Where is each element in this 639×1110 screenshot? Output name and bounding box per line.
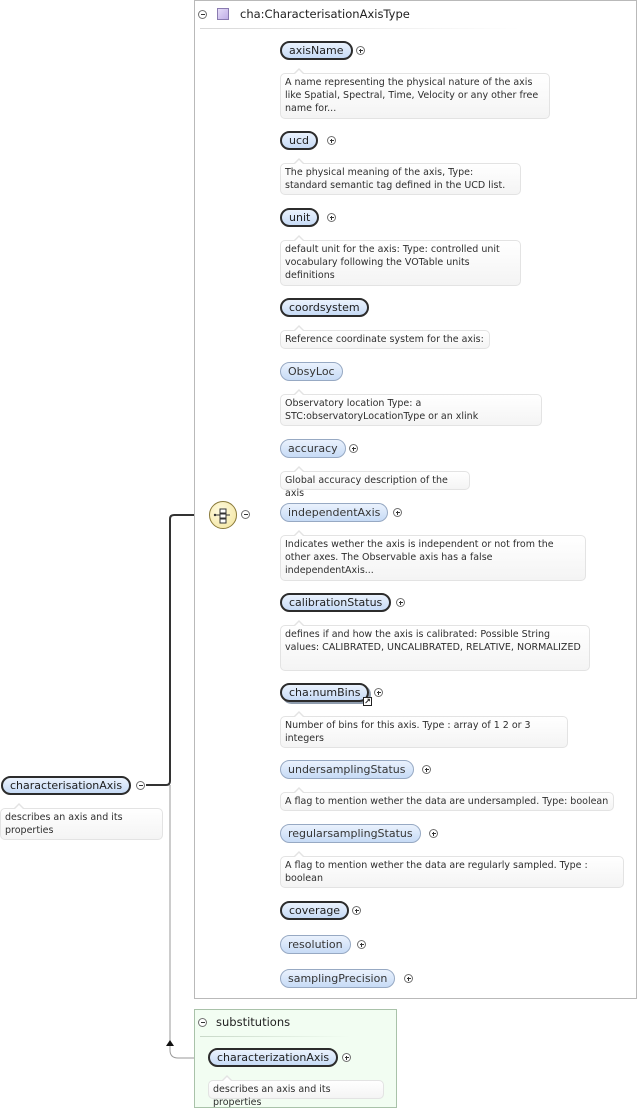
- element-accuracy[interactable]: accuracy: [280, 439, 346, 458]
- element-axisName[interactable]: axisName: [280, 41, 353, 60]
- doc-numBins: Number of bins for this axis. Type : array of 1 2 or 3 integers: [280, 716, 568, 748]
- element-coordsystem[interactable]: coordsystem: [280, 298, 369, 317]
- doc-ucd: The physical meaning of the axis, Type: standard semantic tag defined in the UCD list.: [280, 163, 521, 195]
- expand-icon[interactable]: [342, 1053, 351, 1062]
- substitutions-title: substitutions: [216, 1015, 291, 1029]
- substitutions-divider: [200, 1036, 350, 1037]
- expand-icon[interactable]: [393, 508, 402, 517]
- sequence-compositor-icon[interactable]: [209, 501, 237, 529]
- element-samplingPrecision[interactable]: samplingPrecision: [280, 969, 395, 988]
- element-unit[interactable]: unit: [280, 208, 319, 227]
- doc-unit: default unit for the axis: Type: controlled unit vocabulary following the VOTable units definitions: [280, 240, 521, 286]
- expand-icon[interactable]: [356, 46, 365, 55]
- expand-icon[interactable]: [396, 598, 405, 607]
- element-resolution[interactable]: resolution: [280, 935, 351, 954]
- element-ObsyLoc[interactable]: ObsyLoc: [280, 362, 343, 381]
- doc-calibrationStatus: defines if and how the axis is calibrated: Possible String values: CALIBRATED, UNCALIBRATED, RELATIVE, NORMALIZED: [280, 625, 590, 671]
- collapse-icon[interactable]: [198, 1018, 207, 1027]
- root-element[interactable]: [1, 776, 131, 795]
- expand-icon[interactable]: [352, 906, 361, 915]
- doc-regularsamplingStatus: A flag to mention wether the data are regularly sampled. Type : boolean: [280, 856, 624, 888]
- doc-characterizationAxis: describes an axis and its properties: [208, 1080, 384, 1099]
- complex-type-box: [194, 0, 637, 999]
- element-characterizationAxis[interactable]: characterizationAxis: [208, 1048, 338, 1067]
- expand-icon[interactable]: [404, 974, 413, 983]
- expand-icon[interactable]: [422, 765, 431, 774]
- reference-arrow-icon: ↗: [364, 697, 371, 706]
- doc-independentAxis: Indicates wether the axis is independent or not from the other axes. The Observable axis has a false independentAxis...: [280, 535, 586, 581]
- expand-icon[interactable]: [327, 213, 336, 222]
- complex-type-icon: [217, 8, 229, 20]
- expand-icon[interactable]: [327, 136, 336, 145]
- element-label: characterisationAxis: [10, 779, 123, 792]
- doc-axisName: A name representing the physical nature of the axis like Spatial, Spectral, Time, Velocity or any other free name for...: [280, 73, 550, 119]
- element-calibrationStatus[interactable]: calibrationStatus: [280, 593, 391, 612]
- expand-icon[interactable]: [357, 940, 366, 949]
- doc-accuracy: Global accuracy description of the axis: [280, 471, 470, 490]
- expand-icon[interactable]: [374, 688, 383, 697]
- root-doc: describes an axis and its properties: [0, 808, 163, 840]
- collapse-icon[interactable]: [136, 781, 145, 790]
- doc-ObsyLoc: Observatory location Type: a STC:observatoryLocationType or an xlink: [280, 394, 542, 426]
- element-undersamplingStatus[interactable]: undersamplingStatus: [280, 760, 414, 779]
- collapse-icon[interactable]: [198, 10, 207, 19]
- element-cha-numBins[interactable]: cha:numBins: [280, 683, 369, 702]
- element-independentAxis[interactable]: independentAxis: [280, 503, 388, 522]
- collapse-icon[interactable]: [241, 510, 250, 519]
- element-regularsamplingStatus[interactable]: regularsamplingStatus: [280, 824, 421, 843]
- element-coverage[interactable]: coverage: [280, 901, 349, 920]
- header-divider: [200, 28, 520, 29]
- expand-icon[interactable]: [349, 444, 358, 453]
- type-title: cha:CharacterisationAxisType: [240, 7, 410, 21]
- doc-undersamplingStatus: A flag to mention wether the data are undersampled. Type: boolean: [280, 792, 614, 811]
- element-ucd[interactable]: ucd: [280, 131, 318, 150]
- expand-icon[interactable]: [429, 829, 438, 838]
- doc-coordsystem: Reference coordinate system for the axis:: [280, 330, 490, 349]
